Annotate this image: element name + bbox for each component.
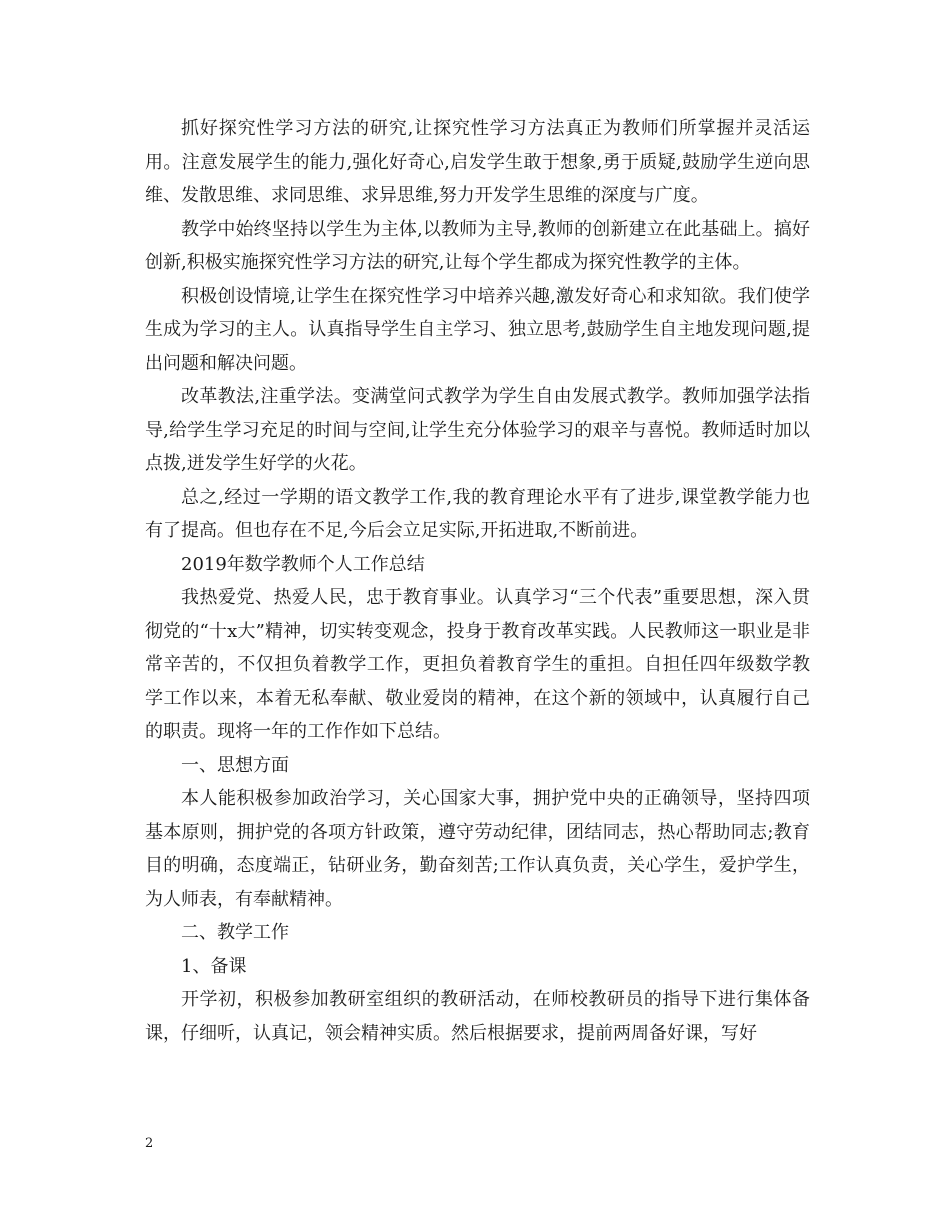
paragraph-lesson-preparation: 开学初，积极参加教研室组织的教研活动，在师校教研员的指导下进行集体备课，仔细听，认真记，领会精神实质。然后根据要求，提前两周备好课，写好 (145, 989, 810, 1044)
paragraph-ideology: 本人能积极参加政治学习，关心国家大事，拥护党中央的正确领导，坚持四项基本原则，拥护党的各项方针政策，遵守劳动纪律，团结同志，热心帮助同志;教育目的明确，态度端正，钻研业务，勤奋刻苦;工作认真负责，关心学生，爱护学生，为人师表，有奉献精神。 (145, 788, 810, 910)
section-title-math-teacher-summary: 2019年数学教师个人工作总结 (181, 553, 425, 575)
heading-lesson-preparation: 1、备课 (181, 955, 247, 977)
paragraph-introduction: 我热爱党、热爱人民，忠于教育事业。认真学习“三个代表”重要思想，深入贯彻党的“十x大”精神，切实转变观念，投身于教育改革实践。人民教师这一职业是非常辛苦的，不仅担负着教学工作，更担负着教育学生的重担。自担任四年级数学教学工作以来，本着无私奉献、敬业爱岗的精神，在这个新的领域中，认真履行自己的职责。现将一年的工作作如下总结。 (145, 587, 810, 742)
document-body (145, 112, 810, 1050)
heading-teaching-work: 二、教学工作 (181, 922, 289, 943)
page-number: 2 (145, 1136, 154, 1151)
paragraph-conclusion: 总之,经过一学期的语文教学工作,我的教育理论水平有了进步,课堂教学能力也有了提高。但也存在不足,今后会立足实际,开拓进取,不断前进。 (145, 486, 810, 541)
paragraph-student-centered: 教学中始终坚持以学生为主体,以教师为主导,教师的创新建立在此基础上。搞好创新,积极实施探究性学习方法的研究,让每个学生都成为探究性教学的主体。 (145, 218, 810, 273)
paragraph-create-situations: 积极创设情境,让学生在探究性学习中培养兴趣,激发好奇心和求知欲。我们使学生成为学习的主人。认真指导学生自主学习、独立思考,鼓励学生自主地发现问题,提出问题和解决问题。 (145, 285, 810, 374)
heading-ideology: 一、思想方面 (181, 754, 289, 776)
paragraph-inquiry-learning-method: 抓好探究性学习方法的研究,让探究性学习方法真正为教师们所掌握并灵活运用。注意发展学生的能力,强化好奇心,启发学生敢于想象,勇于质疑,鼓励学生逆向思维、发散思维、求同思维、求异思维,努力开发学生思维的深度与广度。 (145, 118, 810, 206)
paragraph-reform-teaching: 改革教法,注重学法。变满堂问式教学为学生自由发展式教学。教师加强学法指导,给学生学习充足的时间与空间,让学生充分体验学习的艰辛与喜悦。教师适时加以点拨,迸发学生好学的火花。 (145, 386, 810, 474)
